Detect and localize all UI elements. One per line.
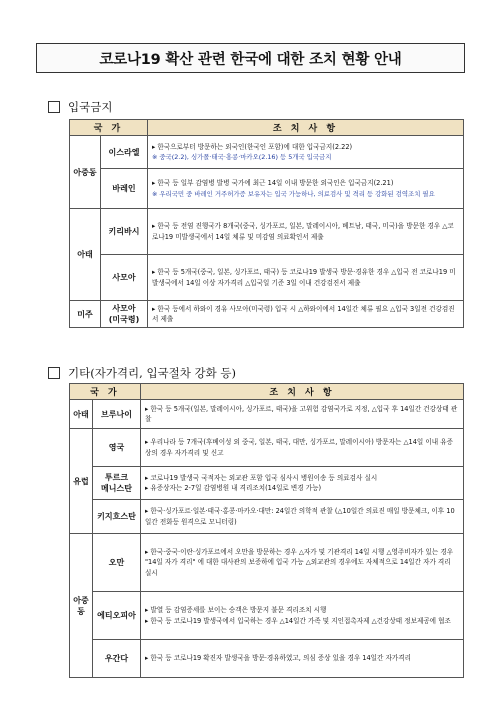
country-cell: 오만 [93, 534, 141, 592]
action-line: ▸ 한국·싱가포르·일본·태국·홍콩·마카오·대만: 24일간 의학적 관찰 (△10일간 의료진 매일 방문체크, 이후 10일간 전화등 원격으로 모니터링) [145, 507, 455, 526]
action-note: ※ 중국(2.2), 싱가폴·태국·홍콩·마카오(2.16) 등 5개국 입국금지 [152, 153, 332, 161]
entry-ban-table [69, 119, 464, 328]
action-line: ▸ 코로나19 발생국 국적자는 외교관 포함 입국 심사시 병원이송 등 의료검사 실시 [145, 473, 378, 482]
country-cell: 영국 [93, 429, 141, 467]
table-row [70, 429, 464, 467]
table-row [70, 169, 464, 209]
section2-heading [48, 365, 236, 381]
table-row [70, 301, 464, 328]
action-cell [141, 592, 464, 640]
action-cell [141, 500, 464, 534]
region-cell: 아태 [70, 400, 93, 429]
action-cell [148, 301, 464, 328]
action-line: ▸ 한국 등 5개국(일본, 말레이시아, 싱가포르, 태국)을 고위험 감염국가로 지정, △입국 후 14일간 건강상태 관찰 [145, 404, 458, 423]
action-line: ▸ 한국으로부터 방문하는 외국인(한국인 포함)에 대한 입국금지(2.22) [152, 142, 353, 151]
table-header [70, 384, 464, 400]
country-cell: 투르크 메니스탄 [93, 467, 141, 500]
col-action-header: 조 치 사 항 [148, 120, 464, 136]
country-cell: 우간다 [93, 640, 141, 678]
country-cell: 브루나이 [93, 400, 141, 429]
action-cell [148, 169, 464, 209]
action-cell [141, 534, 464, 592]
section1-heading [48, 99, 112, 115]
country-cell: 키지흐스탄 [93, 500, 141, 534]
table-row [70, 467, 464, 500]
country-cell: 이스라엘 [101, 136, 148, 169]
table-row [70, 640, 464, 678]
action-cell [148, 255, 464, 301]
action-line: ▸ 우리나라 등 7개국(후베이성 외 중국, 일본, 태국, 대만, 싱가포르, 말레이시아) 방문자는 △14일 이내 유증상의 경우 자가격리 및 신고 [145, 438, 453, 457]
action-cell [141, 467, 464, 500]
col-action-header: 조 치 사 항 [141, 384, 464, 400]
title-box [36, 43, 465, 73]
action-line: ▸ 한국·중국·이란·싱가포르에서 오만을 방문하는 경우 △자가 및 기관격리 14일 시행 △영주비자가 있는 경우 "14일 자가 격리" 에 대한 대사관의 보증하에 입국 가능 △외교관의 경우에도 자체적으로 14일간 자가 격리 실시 [145, 547, 454, 577]
region-cell: 아중동 [70, 534, 93, 678]
action-line: ▸ 한국 등 전염 진행국가 8개국(중국, 싱가포르, 일본, 말레이시아, 베트남, 태국, 미국)을 방문한 경우 △코로나19 미발생국에서 14일 체류 및 미감염 의료확인서 제출 [152, 222, 454, 241]
action-cell [148, 136, 464, 169]
checkbox-icon [48, 367, 60, 379]
action-cell [141, 429, 464, 467]
section1-heading-text: 입국금지 [68, 100, 113, 114]
action-line: ▸ 유증상자는 2-7일 감염병원 내 격리조치(14일로 변경 가능) [145, 484, 322, 492]
table-row [70, 209, 464, 255]
col-country-header: 국 가 [70, 120, 148, 136]
section2-heading-text: 기타(자가격리, 입국절차 강화 등) [68, 366, 237, 380]
table-row [70, 400, 464, 429]
country-cell: 키리바시 [101, 209, 148, 255]
action-line: ▸ 한국 등에서 하와이 경유 사모아(미국령) 입국 시 △하와이에서 14일간 체류 필요 △입국 3일전 건강검진서 제출 [152, 304, 455, 323]
action-line: ▸ 한국 등 5개국(중국, 일본, 싱가포르, 태국) 등 코로나19 발생국 방문·경유한 경우 △입국 전 코로나19 미발생국에서 14일 이상 자가격리 △입국일 기준 3일 이내 건강검진서 제출 [152, 268, 456, 287]
table-row [70, 255, 464, 301]
country-cell: 에티오피아 [93, 592, 141, 640]
table-row [70, 534, 464, 592]
table-header [70, 120, 464, 136]
action-note: ※ 우리국민 중 바레인 거주허가증 보유자는 입국 가능하나, 의료검사 및 격리 등 강화된 검역조치 필요 [152, 189, 435, 198]
region-cell: 미주 [70, 301, 101, 328]
country-cell: 사모아 (미국령) [101, 301, 148, 328]
action-line: ▸ 한국 등 코로나19 확진자 발생국을 방문·경유하였고, 의심 증상 있을 경우 14일간 자가격리 [145, 654, 411, 663]
action-line: ▸ 한국 등 코로나19 발생국에서 입국하는 경우 △14일간 가족 및 지인접촉자제 △건강상태 정보제공에 협조 [145, 616, 451, 625]
country-cell: 사모아 [101, 255, 148, 301]
page-title: 코로나19 확산 관련 한국에 대한 조치 현황 안내 [99, 51, 402, 68]
region-cell: 아중동 [70, 136, 101, 209]
other-measures-table [69, 383, 464, 678]
action-cell [141, 400, 464, 429]
region-cell: 유럽 [70, 429, 93, 534]
table-row [70, 592, 464, 640]
table-row [70, 136, 464, 169]
action-cell [141, 640, 464, 678]
action-line: ▸ 발열 등 감염증세를 보이는 승객은 방문지 불문 격리조치 시행 [145, 606, 327, 614]
action-line: ▸ 한국 등 일부 감염병 발병 국가에 최근 14일 이내 방문한 외국인은 입국금지(2.21) [152, 179, 394, 187]
action-cell [148, 209, 464, 255]
checkbox-icon [48, 101, 60, 113]
col-country-header: 국 가 [70, 384, 141, 400]
country-cell: 바레인 [101, 169, 148, 209]
region-cell: 아태 [70, 209, 101, 301]
table-row [70, 500, 464, 534]
